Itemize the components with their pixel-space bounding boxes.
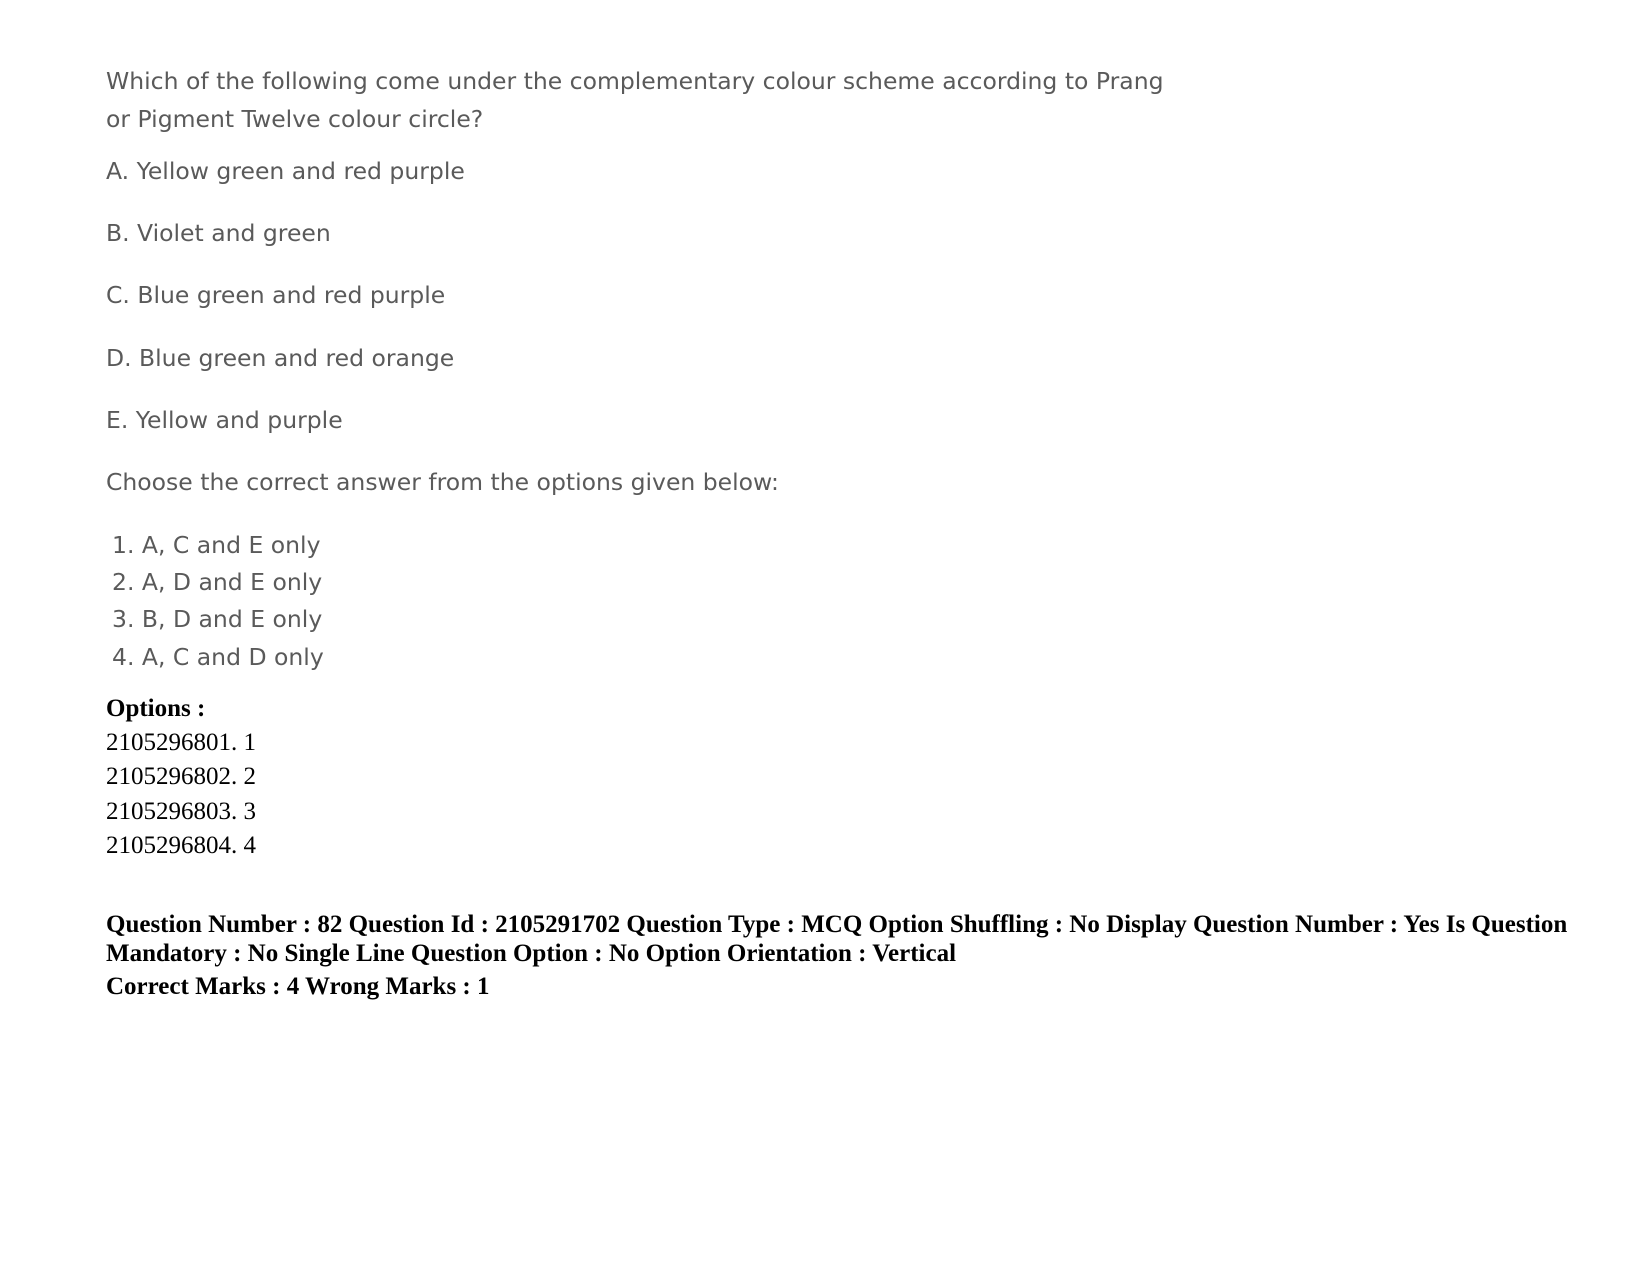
question-marks: Correct Marks : 4 Wrong Marks : 1 [106, 973, 490, 1000]
combination-3: 3. B, D and E only [112, 605, 323, 633]
option-1: 2105296801. 1 [106, 729, 256, 756]
choose-instruction: Choose the correct answer from the options given below: [106, 468, 779, 496]
question-image [106, 62, 1206, 671]
combination-4: 4. A, C and D only [112, 643, 324, 671]
option-2: 2105296802. 2 [106, 763, 256, 790]
options-label: Options : [106, 695, 206, 722]
combination-2: 2. A, D and E only [112, 568, 323, 596]
statement-b: B. Violet and green [106, 219, 331, 247]
combination-1: 1. A, C and E only [112, 531, 321, 559]
question-text: Which of the following come under the complementary colour scheme according to Prang or Pigment Twelve colour circle? [106, 67, 1164, 133]
statement-d: D. Blue green and red orange [106, 344, 455, 372]
question-meta-info: Question Number : 82 Question Id : 2105291702 Question Type : MCQ Option Shuffling : No Display Question Number : Yes Is Question Mandatory : No Single Line Question Option : No Option Orientation : Vertical [106, 911, 1568, 967]
option-3: 2105296803. 3 [106, 798, 256, 825]
statement-e: E. Yellow and purple [106, 406, 343, 434]
statement-c: C. Blue green and red purple [106, 281, 446, 309]
option-4: 2105296804. 4 [106, 832, 256, 859]
statement-a: A. Yellow green and red purple [106, 157, 465, 185]
